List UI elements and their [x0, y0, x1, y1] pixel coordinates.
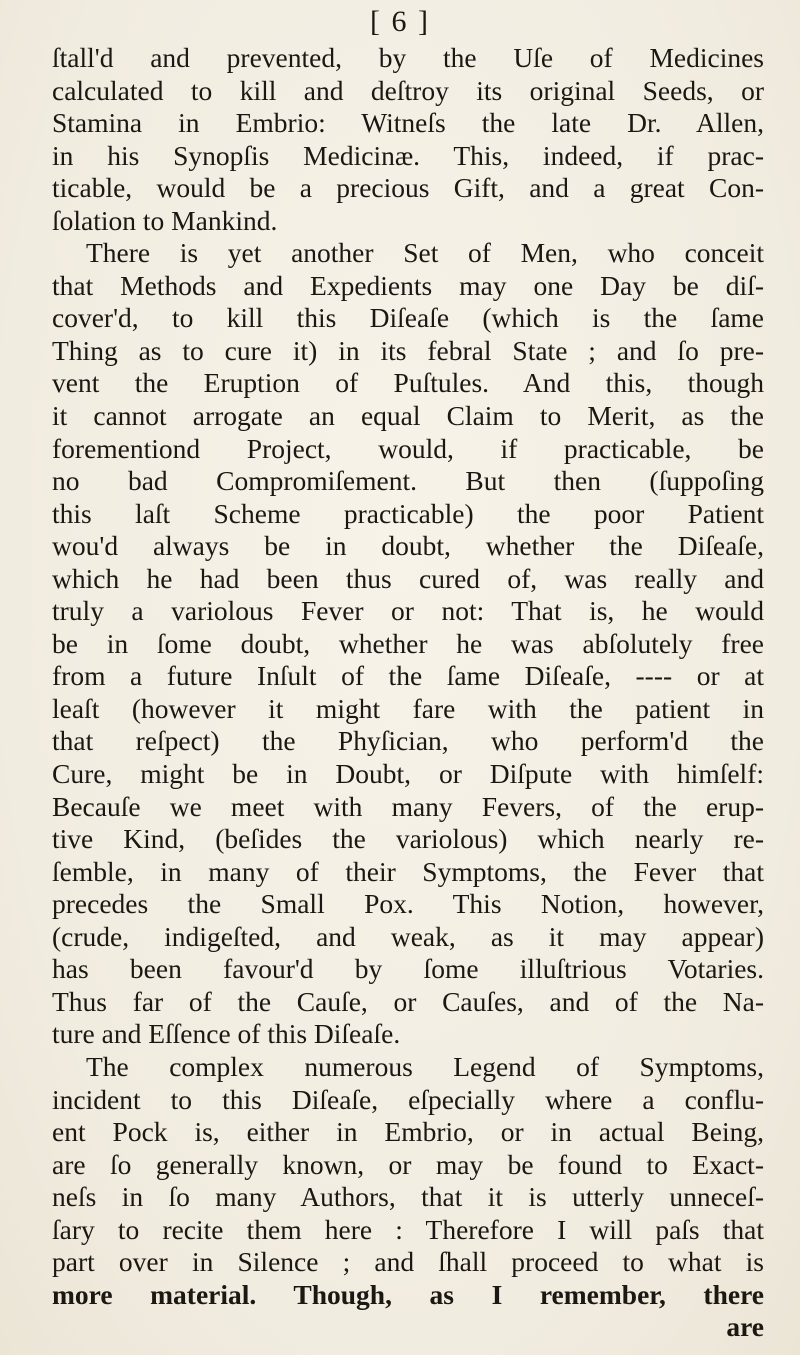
text-line: in his Synopſis Medicinæ. This, indeed, if prac- [52, 139, 764, 171]
text-line: cover'd, to kill this Diſeaſe (which is the ſame [52, 302, 764, 334]
text-line: vent the Eruption of Puſtules. And this, though [52, 367, 764, 399]
text-line: more material. Though, as I remember, there [52, 1278, 764, 1310]
text-line: tive Kind, (beſides the variolous) which nearly re- [52, 823, 764, 855]
text-line: be in ſome doubt, whether he was abſolutely free [52, 627, 764, 659]
text-line: wou'd always be in doubt, whether the Diſeaſe, [52, 530, 764, 562]
text-line: has been favour'd by ſome illuſtrious Votaries. [52, 953, 764, 985]
text-line: this laſt Scheme practicable) the poor Patient [52, 497, 764, 529]
text-line: ſtall'd and prevented, by the Uſe of Medicines [52, 42, 764, 73]
text-line: Thus far of the Cauſe, or Cauſes, and of the Na- [52, 985, 764, 1017]
catchword: are [726, 1311, 764, 1343]
text-line: it cannot arrogate an equal Claim to Merit, as the [52, 400, 764, 432]
text-line: are ſo generally known, or may be found to Exact- [52, 1148, 764, 1180]
text-line: leaſt (however it might fare with the patient in [52, 692, 764, 724]
text-line: incident to this Diſeaſe, eſpecially where a conflu- [52, 1083, 764, 1115]
text-line: ent Pock is, either in Embrio, or in actual Being, [52, 1116, 764, 1148]
paragraph-start-line: The complex numerous Legend of Symptoms, [86, 1050, 764, 1082]
text-line: from a future Inſult of the ſame Diſeaſe, ---- or at [52, 660, 764, 692]
text-line: Becauſe we meet with many Fevers, of the erup- [52, 790, 764, 822]
page-number: [ 6 ] [370, 5, 430, 38]
text-line: part over in Silence ; and ſhall proceed to what is [52, 1246, 764, 1278]
text-line: ticable, would be a precious Gift, and a great Con- [52, 172, 764, 204]
text-line: that Methods and Expedients may one Day be diſ- [52, 269, 764, 301]
text-line: ture and Eſſence of this Diſeaſe. [52, 1018, 401, 1050]
text-line: ſolation to Mankind. [52, 204, 278, 236]
text-line: which he had been thus cured of, was really and [52, 562, 764, 594]
text-line: calculated to kill and deſtroy its original Seeds, or [52, 74, 764, 106]
text-line: truly a variolous Fever or not: That is, he would [52, 595, 764, 627]
text-line: Stamina in Embrio: Witneſs the late Dr. Allen, [52, 107, 764, 139]
text-line: forementiond Project, would, if practicable, be [52, 432, 764, 464]
paragraph-start-line: There is yet another Set of Men, who conceit [86, 237, 764, 269]
text-line: ſemble, in many of their Symptoms, the Fever that [52, 855, 764, 887]
text-line: (crude, indigeſted, and weak, as it may appear) [52, 920, 764, 952]
text-line: no bad Compromiſement. But then (ſuppoſing [52, 465, 764, 497]
text-line: that reſpect) the Phyſician, who perform'd the [52, 725, 764, 757]
text-line: ſary to recite them here : Therefore I will paſs that [52, 1213, 764, 1245]
text-line: neſs in ſo many Authors, that it is utterly unneceſ- [52, 1181, 764, 1213]
text-line: Thing as to cure it) in its febral State ; and ſo pre- [52, 334, 764, 366]
body-text [52, 42, 764, 1344]
text-line: Cure, might be in Doubt, or Diſpute with himſelf: [52, 758, 764, 790]
text-line: precedes the Small Pox. This Notion, however, [52, 888, 764, 920]
